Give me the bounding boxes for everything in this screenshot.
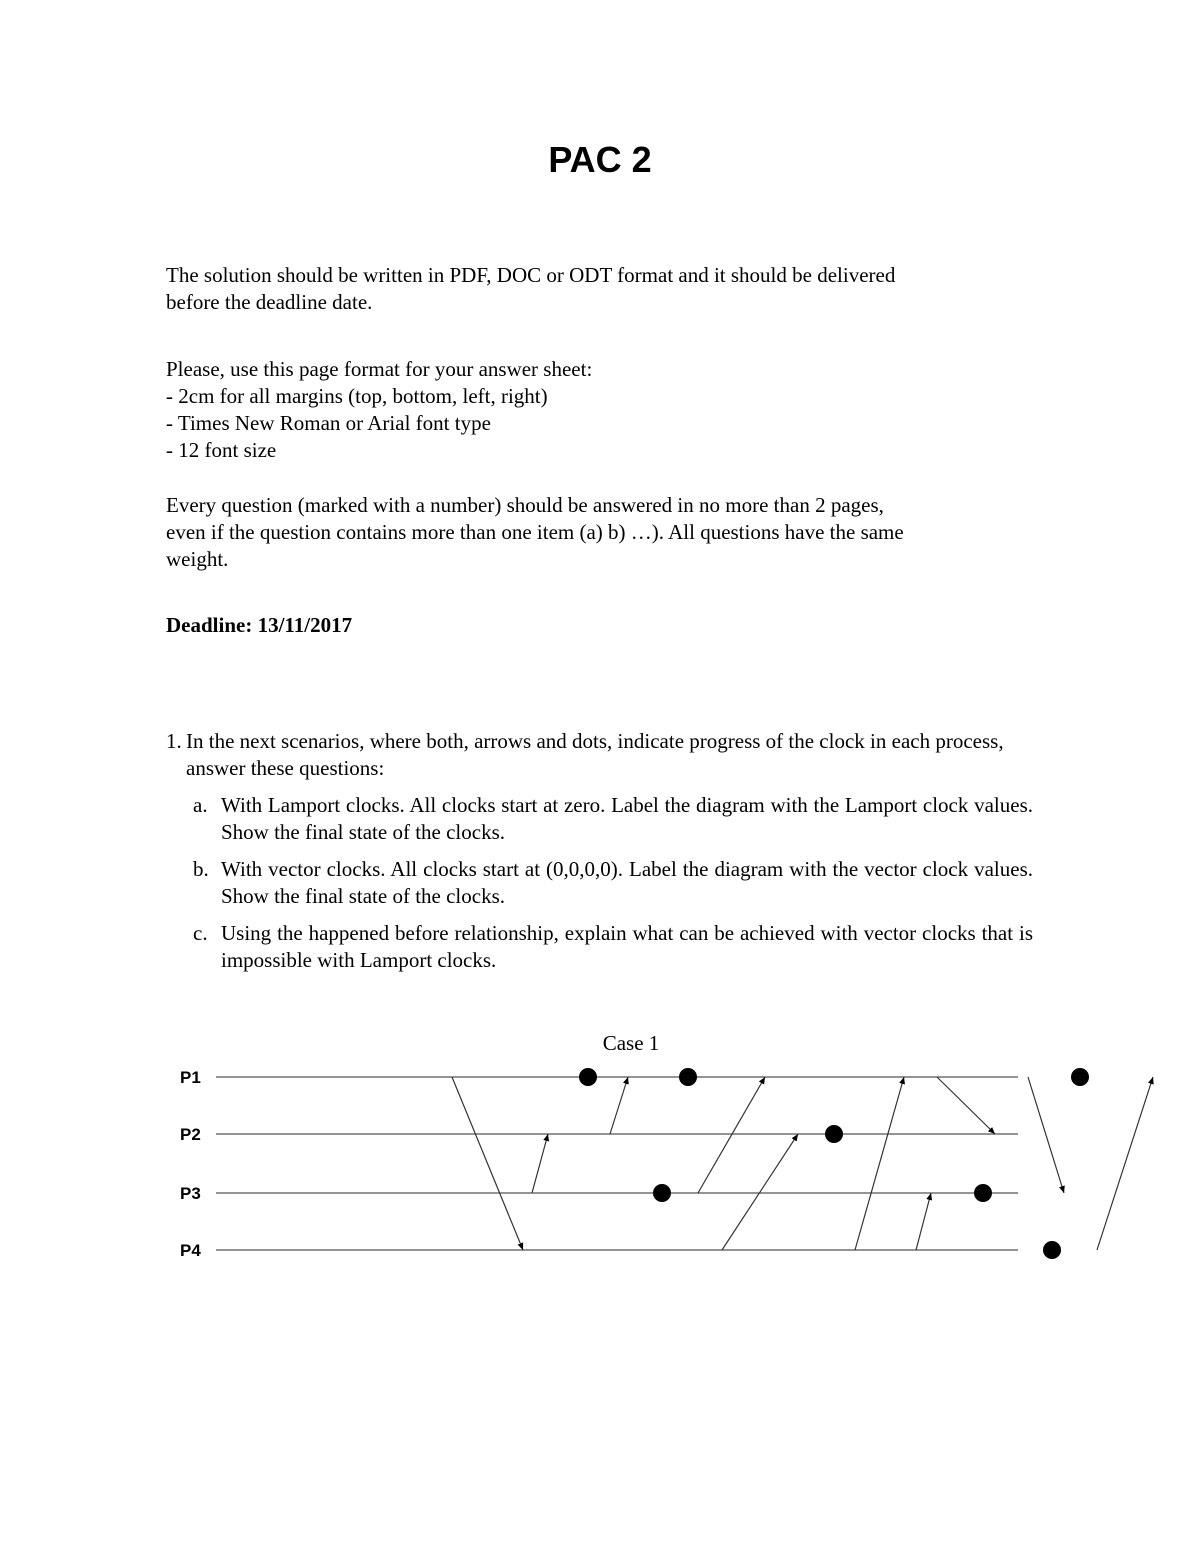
rules-line: weight. bbox=[166, 547, 229, 571]
event-dot bbox=[1071, 1068, 1089, 1086]
page-title: PAC 2 bbox=[548, 139, 652, 180]
event-dot bbox=[579, 1068, 597, 1086]
item-text: With vector clocks. All clocks start at (0,0,0,0). Label the diagram with the vector clock values. Show the final state of the clocks. bbox=[221, 857, 1033, 908]
event-dot bbox=[825, 1125, 843, 1143]
message-arrow bbox=[1028, 1077, 1064, 1193]
process-label-p1: P1 bbox=[180, 1068, 201, 1087]
event-dot bbox=[1043, 1241, 1061, 1259]
format-line: - Times New Roman or Arial font type bbox=[166, 411, 491, 435]
item-text: With Lamport clocks. All clocks start at zero. Label the diagram with the Lamport clock values. Show the final state of the clocks. bbox=[221, 793, 1033, 844]
rules-line: Every question (marked with a number) should be answered in no more than 2 pages, bbox=[166, 493, 884, 517]
intro-paragraph bbox=[166, 262, 1046, 316]
item-letter: a. bbox=[193, 793, 208, 817]
format-line: - 12 font size bbox=[166, 438, 277, 462]
item-letter: c. bbox=[193, 921, 208, 945]
item-text: Using the happened before relationship, explain what can be achieved with vector clocks that is impossible with Lamport clocks. bbox=[221, 921, 1033, 972]
message-arrow bbox=[937, 1077, 995, 1134]
event-dot bbox=[974, 1184, 992, 1202]
messages bbox=[452, 1077, 1153, 1250]
process-label-p4: P4 bbox=[180, 1241, 201, 1260]
item-letter: b. bbox=[193, 857, 209, 881]
format-paragraph bbox=[166, 356, 1046, 464]
message-arrow bbox=[698, 1077, 765, 1193]
format-line: - 2cm for all margins (top, bottom, left, right) bbox=[166, 384, 548, 408]
question-number: 1. bbox=[166, 729, 182, 753]
message-arrow bbox=[610, 1077, 628, 1134]
event-dot bbox=[653, 1184, 671, 1202]
question-text: In the next scenarios, where both, arrows and dots, indicate progress of the clock in each process, answer these questions: bbox=[186, 729, 1004, 780]
process-timelines bbox=[180, 1068, 1018, 1260]
events bbox=[579, 1068, 1089, 1259]
question-item-a bbox=[193, 792, 1033, 846]
message-arrow bbox=[855, 1077, 904, 1250]
intro-line: before the deadline date. bbox=[166, 290, 373, 314]
message-arrow bbox=[722, 1134, 798, 1250]
question-items bbox=[193, 792, 1033, 984]
rules-paragraph bbox=[166, 492, 1046, 573]
space-time-diagram bbox=[0, 1020, 1200, 1280]
deadline: Deadline: 13/11/2017 bbox=[166, 613, 353, 637]
message-arrow bbox=[452, 1077, 523, 1250]
rules-line: even if the question contains more than one item (a) b) …). All questions have the same bbox=[166, 520, 904, 544]
event-dot bbox=[679, 1068, 697, 1086]
message-arrow bbox=[532, 1134, 548, 1193]
intro-line: The solution should be written in PDF, DOC or ODT format and it should be delivered bbox=[166, 263, 896, 287]
message-arrow bbox=[916, 1193, 931, 1250]
format-line: Please, use this page format for your answer sheet: bbox=[166, 357, 593, 381]
case-label: Case 1 bbox=[602, 1031, 660, 1055]
message-arrow bbox=[1097, 1077, 1153, 1250]
process-label-p3: P3 bbox=[180, 1184, 201, 1203]
process-label-p2: P2 bbox=[180, 1125, 201, 1144]
question-item-c bbox=[193, 920, 1033, 974]
question-1 bbox=[166, 728, 1046, 782]
question-item-b bbox=[193, 856, 1033, 910]
